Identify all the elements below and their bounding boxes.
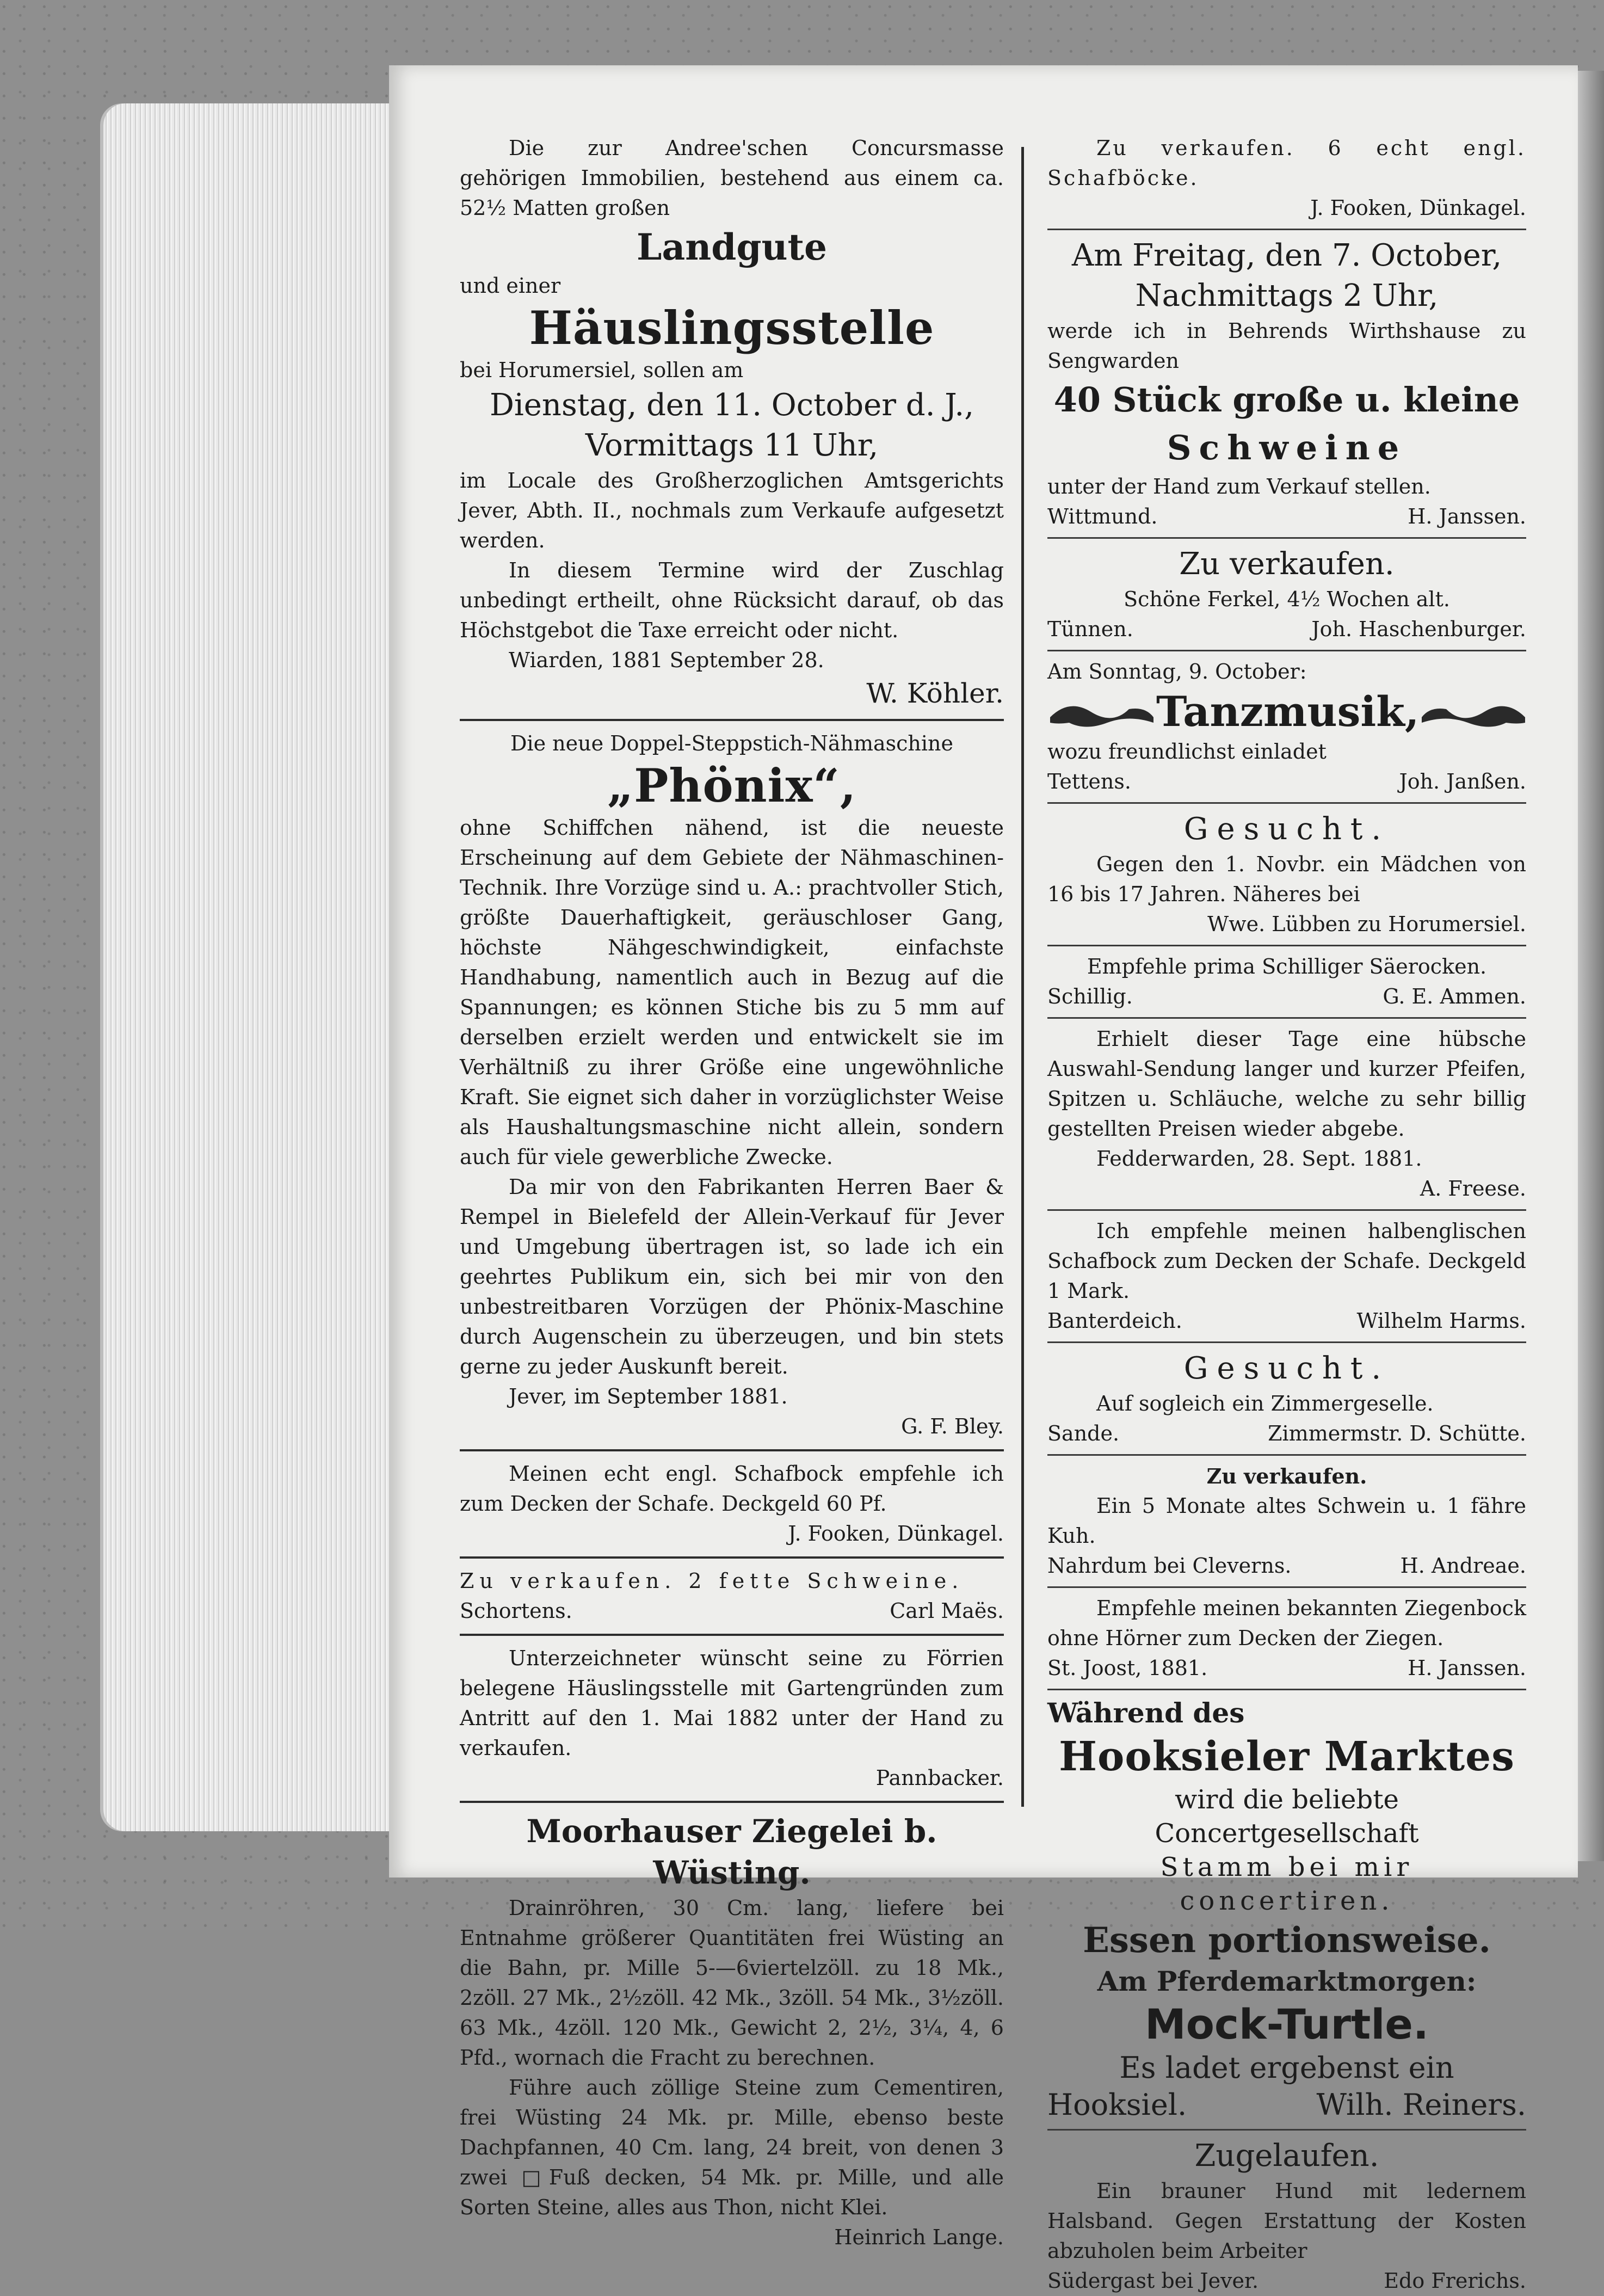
ad-title: Hooksieler Marktes	[1059, 1733, 1515, 1780]
divider-rule	[1047, 1209, 1526, 1211]
ad-signature: Pannbacker.	[875, 1766, 1004, 1790]
ad-place: Wiarden, 1881 September 28.	[509, 648, 824, 672]
divider-rule	[1047, 537, 1526, 539]
book-page-edges	[103, 103, 397, 1831]
ad-body: Empfehle meinen bekannten Ziegenbock ohne Hörner zum Decken der Ziegen.	[1047, 1596, 1526, 1650]
ad-signature: Wilh. Reiners.	[1316, 2088, 1526, 2122]
ad-body: Da mir von den Fabrikanten Herren Baer & Rempel in Bielefeld der Allein-Verkauf für Jever und Umgebung übertragen ist, so lade ich ein geehrtes Publikum ein, sich bei mir von den unbestreitbaren Vorzügen der Phönix-Maschine durch Augenschein zu überzeugen, und bin stets gerne zu jeder Auskunft bereit.	[460, 1175, 1004, 1378]
ad-body: Führe auch zöllige Steine zum Cementiren, frei Wüsting 24 Mk. pr. Mille, ebenso beste Dachpfannen, 40 Cm. lang, 24 breit, von denen 3 zwei □Fuß decken, 54 Mk. pr. Mille, und alle Sorten Steine, alles aus Thon, nicht Klei.	[460, 2076, 1004, 2219]
ad-text: und einer	[460, 274, 561, 298]
ad-body: Zu verkaufen. 2 fette Schweine.	[460, 1569, 964, 1593]
ad-body: Ein brauner Hund mit ledernem Halsband. Gegen Erstattung der Kosten abzuholen beim Arbeiter	[1047, 2179, 1526, 2263]
ad-title: Landgute	[637, 226, 827, 268]
ad-footer	[1047, 614, 1526, 644]
ad-title: Tanzmusik,	[1156, 687, 1420, 736]
divider-rule	[460, 719, 1004, 721]
ad-body: wozu freundlichst einladet	[1047, 740, 1327, 764]
ad-title: Gesucht.	[1183, 811, 1390, 847]
ad-footer	[1047, 982, 1526, 1012]
ad-signature: Joh. Janßen.	[1399, 770, 1526, 793]
ad-hooksieler-markt	[1047, 1696, 1526, 2123]
ad-signature: Wilhelm Harms.	[1356, 1309, 1526, 1333]
ad-zugelaufen	[1047, 2136, 1526, 2296]
divider-rule	[1047, 802, 1526, 804]
ad-body: Unterzeichneter wünscht seine zu Förrien belegene Häuslingsstelle mit Gartengründen zum Antritt auf den 1. Mai 1882 unter der Hand zu verkaufen.	[460, 1646, 1004, 1760]
ad-schweine	[460, 1566, 1004, 1626]
ad-signature: H. Andreae.	[1400, 1554, 1526, 1578]
column-divider	[1021, 147, 1024, 1807]
ad-title-row	[1047, 687, 1526, 737]
divider-rule	[460, 1634, 1004, 1636]
ad-signature: Wwe. Lübben zu Horumersiel.	[1207, 912, 1526, 936]
ad-footer	[1047, 1551, 1526, 1581]
divider-rule	[1047, 1454, 1526, 1456]
divider-rule	[460, 1556, 1004, 1559]
ad-signature: J. Fooken, Dünkagel.	[788, 1522, 1004, 1546]
ad-signature: A. Freese.	[1420, 1177, 1526, 1201]
divider-rule	[1047, 1586, 1526, 1588]
ad-signature: Zimmermstr. D. Schütte.	[1268, 1421, 1526, 1445]
ad-signature: W. Köhler.	[866, 678, 1004, 709]
ad-ferkel	[1047, 544, 1526, 644]
ad-body: Meinen echt engl. Schafbock empfehle ich zum Decken der Schafe. Deckgeld 60 Pf.	[460, 1462, 1004, 1516]
ornament-left-icon	[1047, 693, 1156, 731]
ad-body: ohne Schiffchen nähend, ist die neueste Erscheinung auf dem Gebiete der Nähmaschinen-Technik. Ihre Vorzüge sind u. A.: prachtvoller Stich, größte Dauerhaftigkeit, geräuschloser Gang, höchste Nähgeschwindigkeit, einfachste Handhabung, namentlich auch in Bezug auf die Spannungen; es können Stiche bis zu 5 mm auf derselben erzielt werden und entwickelt sie im Verhältniß zu ihrer Größe eine ungewöhnliche Kraft. Sie eignet sich daher in vorzüglichster Weise als Haushaltungsmaschine nicht allein, sondern auch für viele gewerbliche Zwecke.	[460, 816, 1004, 1169]
ad-schwein-kuh	[1047, 1461, 1526, 1581]
ad-schafbock	[460, 1459, 1004, 1549]
ad-ziegelei	[460, 1811, 1004, 2252]
ad-footer	[1047, 2086, 1526, 2123]
ad-body: Ein 5 Monate altes Schwein u. 1 fähre Kuh.	[1047, 1494, 1526, 1548]
divider-rule	[460, 1449, 1004, 1451]
divider-rule	[1047, 1689, 1526, 1690]
ad-ziegenbock	[1047, 1593, 1526, 1683]
divider-rule	[1047, 229, 1526, 230]
divider-rule	[1047, 2129, 1526, 2131]
ad-signature: H. Janssen.	[1408, 504, 1526, 528]
ad-title: Essen portionsweise.	[1083, 1920, 1491, 1961]
ad-place: Schortens.	[460, 1599, 572, 1623]
ad-place: Fedderwarden, 28. Sept. 1881.	[1096, 1147, 1422, 1171]
ad-phoenix	[460, 729, 1004, 1442]
ad-body: Schöne Ferkel, 4½ Wochen alt.	[1124, 587, 1450, 611]
ad-pfeifen	[1047, 1024, 1526, 1204]
ad-haeuslingsstelle	[460, 1643, 1004, 1793]
ad-body: In diesem Termine wird der Zuschlag unbedingt ertheilt, ohne Rücksicht darauf, ob das Höchstgebot die Taxe erreicht oder nicht.	[460, 558, 1004, 642]
ad-signature: Carl Maës.	[890, 1599, 1004, 1623]
ad-body: Erhielt dieser Tage eine hübsche Auswahl-Sendung langer und kurzer Pfeifen, Spitzen u. Schläuche, welche zu sehr billig gestellten Preisen wieder abgebe.	[1047, 1027, 1526, 1141]
ad-footer	[460, 1596, 1004, 1626]
ad-footer	[1047, 2266, 1526, 2296]
ad-signature: Edo Frerichs.	[1384, 2269, 1526, 2293]
ad-place: Schillig.	[1047, 984, 1133, 1008]
ornament-right-icon	[1419, 693, 1528, 731]
ad-place: Jever, im September 1881.	[509, 1384, 788, 1408]
newspaper-page	[389, 65, 1578, 2293]
ad-title: Häuslingsstelle	[529, 301, 935, 355]
ad-signature: J. Fooken, Dünkagel.	[1310, 196, 1526, 220]
ad-place: Tünnen.	[1047, 617, 1133, 641]
left-column	[460, 133, 1004, 2252]
ad-body: Stamm bei mir concertiren.	[1160, 1852, 1414, 1916]
ad-auction-schweine	[1047, 236, 1526, 532]
ad-title: Mock-Turtle.	[1145, 2000, 1429, 2048]
ad-footer	[1047, 1419, 1526, 1449]
ad-footer	[1047, 502, 1526, 532]
divider-rule	[1047, 650, 1526, 651]
ad-halbenglischer-schafbock	[1047, 1216, 1526, 1336]
ad-text: bei Horumersiel, sollen am	[460, 358, 744, 382]
ad-title: Zu verkaufen.	[1206, 1464, 1367, 1488]
ad-title: Gesucht.	[1183, 1351, 1390, 1386]
ad-text: Am Pferdemarktmorgen:	[1097, 1965, 1477, 1997]
divider-rule	[1047, 1017, 1526, 1019]
right-column	[1047, 133, 1526, 2296]
ad-place: Wittmund.	[1047, 504, 1158, 528]
ad-saerocken	[1047, 952, 1526, 1012]
ad-date: Am Freitag, den 7. October,	[1071, 238, 1502, 273]
ad-intro: Am Sonntag, 9. October:	[1047, 660, 1307, 684]
ad-body: Gegen den 1. Novbr. ein Mädchen von 16 bis 17 Jahren. Näheres bei	[1047, 852, 1526, 906]
divider-rule	[460, 1801, 1004, 1803]
ad-signature: Heinrich Lange.	[834, 2225, 1004, 2249]
ad-gesucht-zimmergeselle	[1047, 1349, 1526, 1449]
divider-rule	[1047, 945, 1526, 946]
ad-place: Tettens.	[1047, 770, 1131, 793]
ad-body: wird die beliebte Concertgesellschaft	[1155, 1784, 1419, 1849]
ad-footer	[1047, 767, 1526, 797]
ad-text: Es ladet ergebenst ein	[1119, 2051, 1454, 2085]
ad-footer	[1047, 1306, 1526, 1336]
ad-tanzmusik	[1047, 657, 1526, 797]
ad-title: Zu verkaufen.	[1179, 546, 1395, 582]
ad-place: Sande.	[1047, 1421, 1120, 1445]
ad-intro: Die neue Doppel-Steppstich-Nähmaschine	[510, 731, 954, 755]
ad-body: Zu verkaufen. 6 echt engl. Schafböcke.	[1047, 136, 1526, 190]
ad-body: im Locale des Großherzoglichen Amtsgerichts Jever, Abth. II., nochmals zum Verkaufe aufgesetzt werden.	[460, 469, 1004, 552]
ad-body: Ich empfehle meinen halbenglischen Schafbock zum Decken der Schafe. Deckgeld 1 Mark.	[1047, 1219, 1526, 1303]
divider-rule	[1047, 1341, 1526, 1343]
ad-gesucht-maedchen	[1047, 809, 1526, 939]
ad-body: Empfehle prima Schilliger Säerocken.	[1087, 955, 1487, 978]
ad-signature: G. E. Ammen.	[1383, 984, 1526, 1008]
ad-landgut	[460, 133, 1004, 711]
ad-body: unter der Hand zum Verkauf stellen.	[1047, 475, 1431, 498]
ad-signature: G. F. Bley.	[901, 1414, 1004, 1438]
ad-title: Schweine	[1167, 428, 1407, 467]
ad-intro: Die zur Andree'schen Concursmasse gehörigen Immobilien, bestehend aus einem ca. 52½ Matten großen	[460, 136, 1004, 220]
ad-body: werde ich in Behrends Wirthshause zu Sengwarden	[1047, 319, 1526, 373]
ad-title: Moorhauser Ziegelei b. Wüsting.	[526, 1813, 937, 1891]
ad-place: Banterdeich.	[1047, 1309, 1182, 1333]
ad-place: Nahrdum bei Cleverns.	[1047, 1554, 1292, 1578]
ad-signature: H. Janssen.	[1408, 1656, 1526, 1680]
ad-title: 40 Stück große u. kleine	[1053, 380, 1520, 420]
ad-signature: Joh. Haschenburger.	[1311, 617, 1526, 641]
ad-date: Dienstag, den 11. October d. J.,	[489, 387, 974, 423]
ad-intro: Während des	[1047, 1697, 1245, 1729]
ad-time: Nachmittags 2 Uhr,	[1135, 278, 1439, 313]
ad-footer	[1047, 1653, 1526, 1683]
ad-body: Auf sogleich ein Zimmergeselle.	[1096, 1392, 1434, 1415]
ad-title: „Phönix“,	[607, 759, 857, 812]
ad-title: Zugelaufen.	[1194, 2138, 1379, 2174]
ad-body: Drainröhren, 30 Cm. lang, liefere bei Entnahme größerer Quantitäten frei Wüsting an die Bahn, pr. Mille 5-—6viertelzöll. zu 18 Mk., 2zöll. 27 Mk., 2½zöll. 42 Mk., 3zöll. 54 Mk., 3½zöll. 63 Mk., 4zöll. 120 Mk., Gewicht 2, 2½, 3¼, 4, 6 Pfd., wornach die Fracht zu berechnen.	[460, 1896, 1004, 2070]
ad-place: Hooksiel.	[1047, 2088, 1187, 2122]
ad-place: Südergast bei Jever.	[1047, 2269, 1259, 2293]
ad-time: Vormittags 11 Uhr,	[585, 428, 879, 463]
ad-schafboecke	[1047, 133, 1526, 223]
ad-place: St. Joost, 1881.	[1047, 1656, 1208, 1680]
